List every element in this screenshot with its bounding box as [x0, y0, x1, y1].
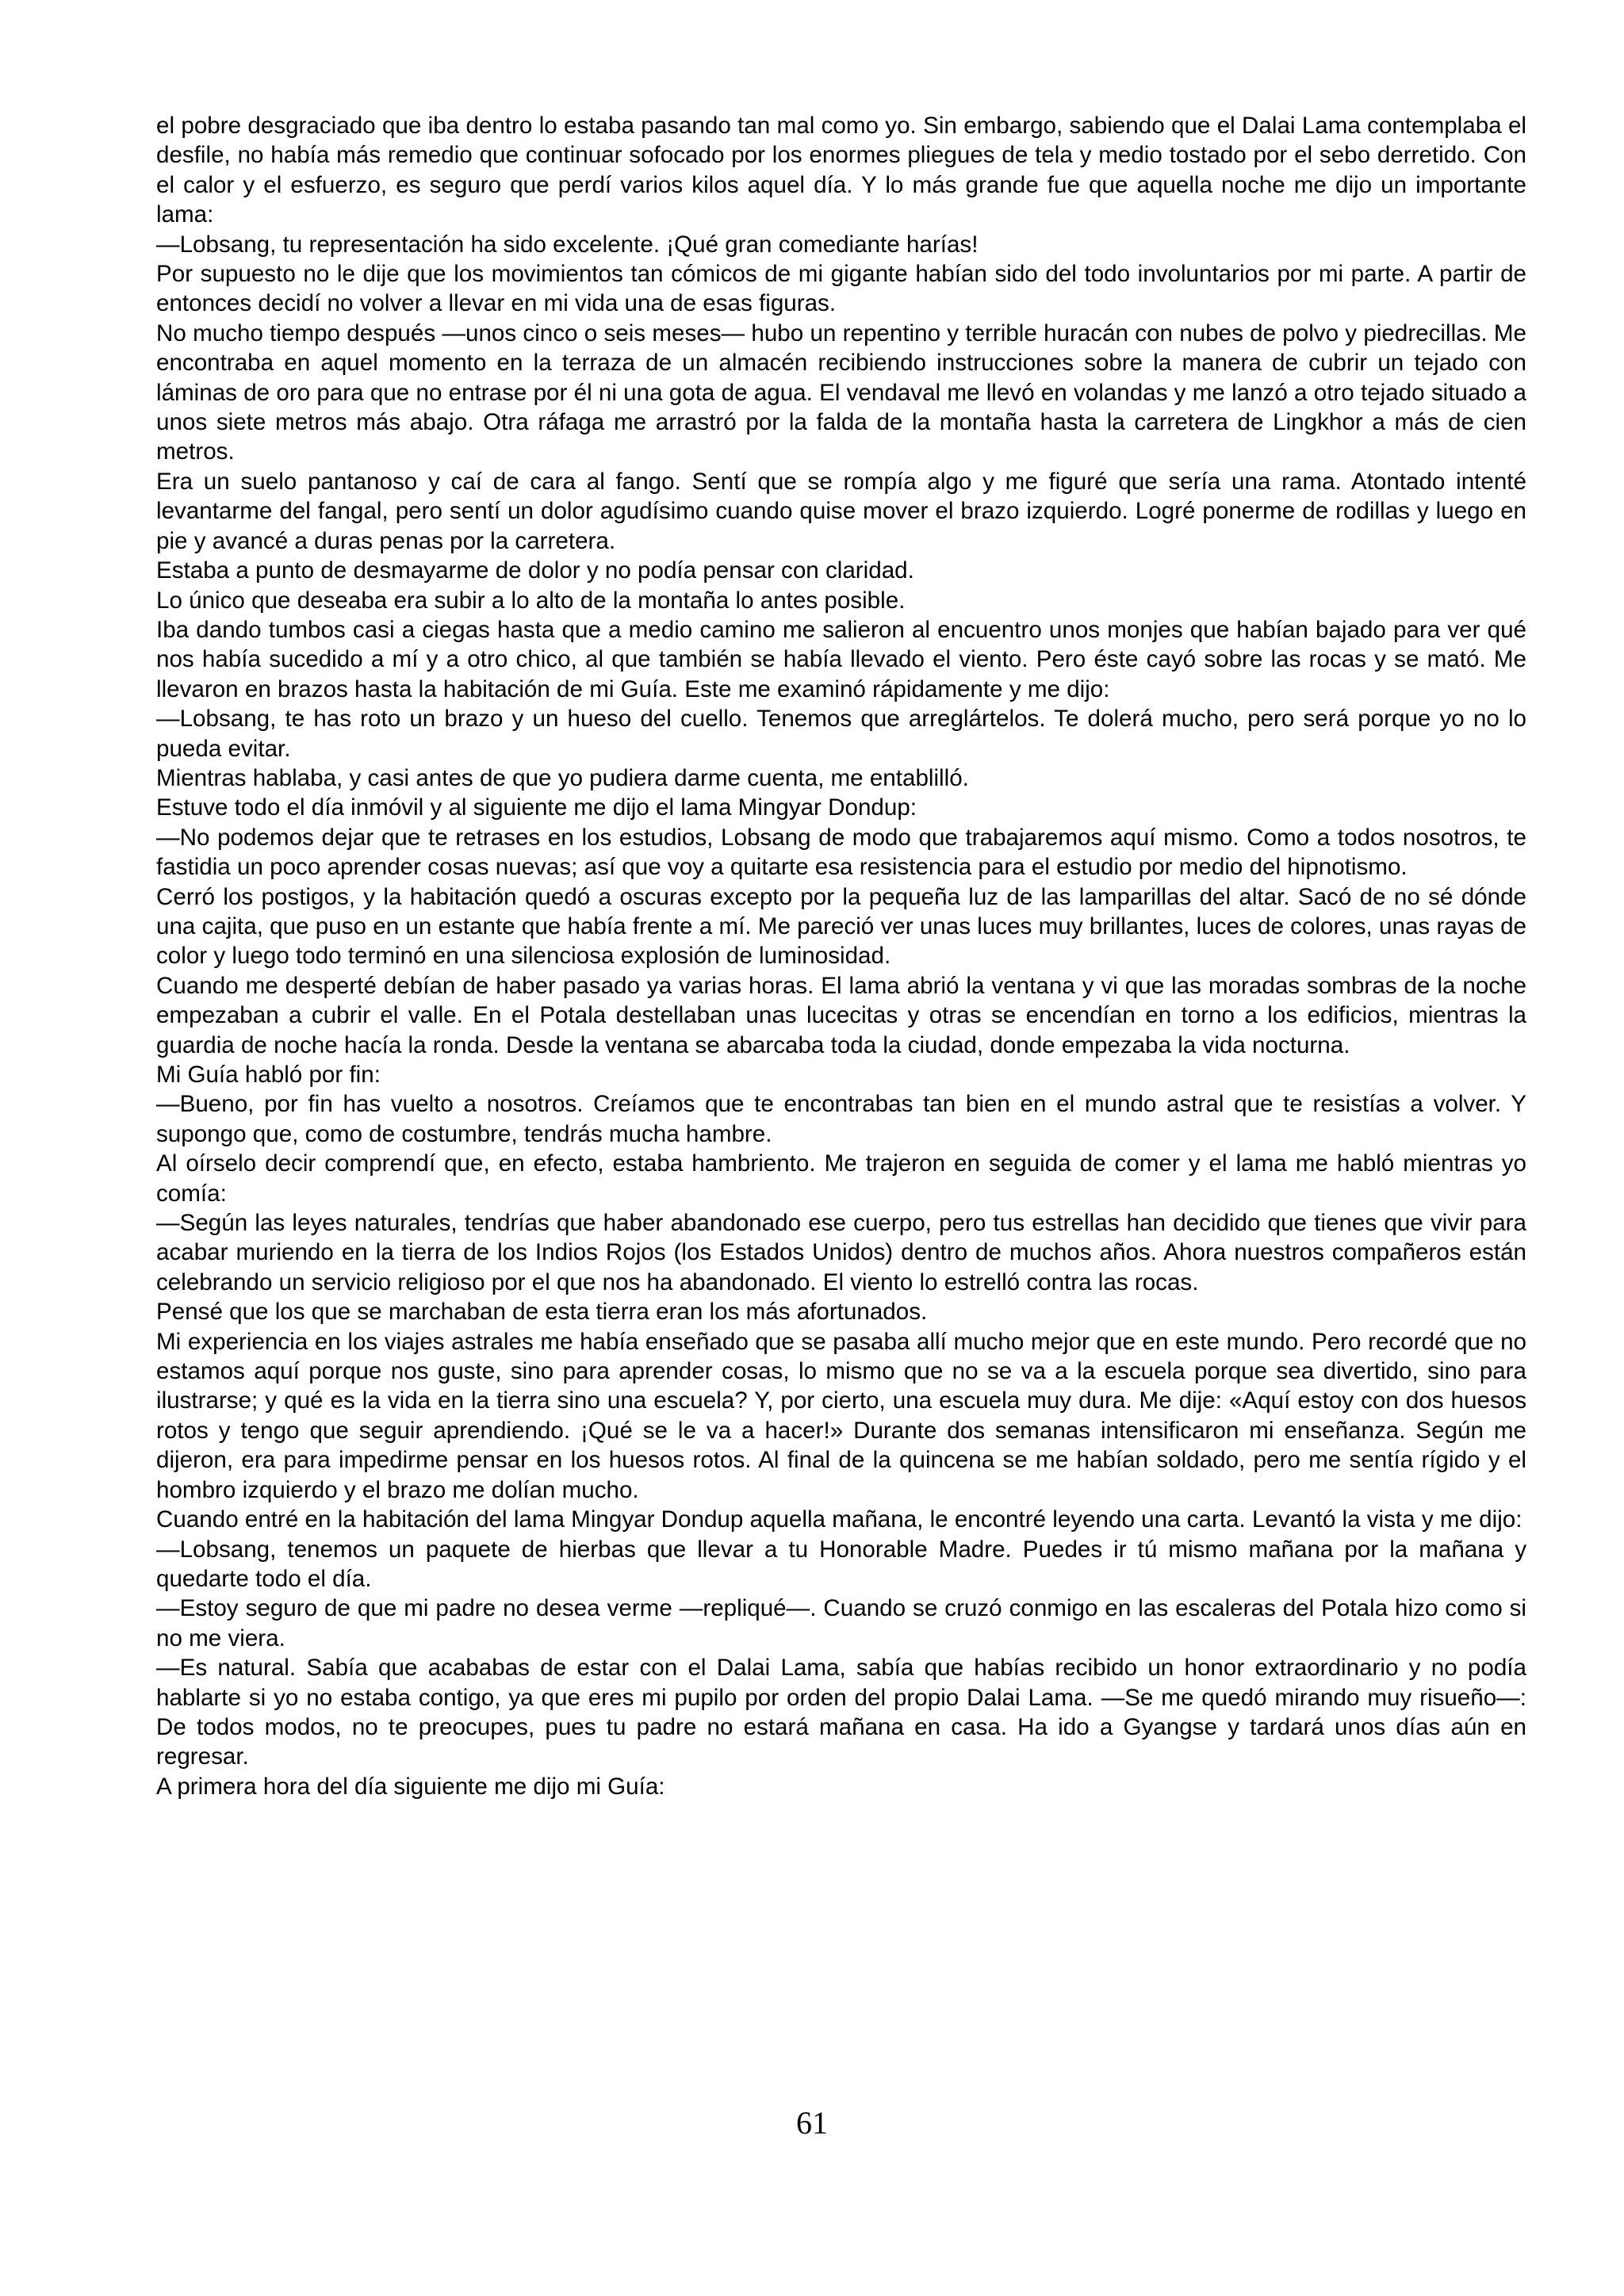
- paragraph: Iba dando tumbos casi a ciegas hasta que a medio camino me salieron al encuentro unos monjes que habían bajado para ver qué nos había sucedido a mí y a otro chico, al que también se había llevado el viento. Pero éste cayó sobre las rocas y se mató. Me llevaron en brazos hasta la habitación de mi Guía. Este me examinó rápidamente y me dijo:: [156, 616, 1526, 702]
- paragraph: —Estoy seguro de que mi padre no desea verme —repliqué—. Cuando se cruzó conmigo en las escaleras del Potala hizo como si no me viera.: [156, 1595, 1526, 1651]
- paragraph: Lo único que deseaba era subir a lo alto de la montaña lo antes posible.: [156, 587, 906, 614]
- paragraph: —Lobsang, tenemos un paquete de hierbas que llevar a tu Honorable Madre. Puedes ir tú mismo mañana por la mañana y quedarte todo el día.: [156, 1536, 1526, 1592]
- paragraph: —Según las leyes naturales, tendrías que haber abandonado ese cuerpo, pero tus estrellas han decidido que tienes que vivir para acabar muriendo en la tierra de los Indios Rojos (los Estados Unidos) dentro de muchos años. Ahora nuestros compañeros están celebrando un servicio religioso por el que nos ha abandonado. El viento lo estrelló contra las rocas.: [156, 1210, 1526, 1295]
- paragraph: No mucho tiempo después —unos cinco o seis meses— hubo un repentino y terrible huracán con nubes de polvo y piedrecillas. Me encontraba en aquel momento en la terraza de un almacén recibiendo instrucciones sobre la manera de cubrir un tejado con láminas de oro para que no entrase por él ni una gota de agua. El vendaval me llevó en volandas y me lanzó a otro tejado situado a unos siete metros más abajo. Otra ráfaga me arrastró por la falda de la montaña hasta la carretera de Lingkhor a más de cien metros.: [156, 320, 1526, 465]
- paragraph: Al oírselo decir comprendí que, en efecto, estaba hambriento. Me trajeron en seguida de comer y el lama me habló mientras yo comía:: [156, 1150, 1526, 1207]
- paragraph: —Lobsang, tu representación ha sido excelente. ¡Qué gran comediante harías!: [156, 231, 979, 258]
- paragraph: Cuando entré en la habitación del lama Mingyar Dondup aquella mañana, le encontré leyendo una carta. Levantó la vista y me dijo:: [156, 1506, 1522, 1533]
- paragraph: Mi Guía habló por fin:: [156, 1062, 381, 1088]
- paragraph: Pensé que los que se marchaban de esta tierra eran los más afortunados.: [156, 1299, 928, 1326]
- page-number: 61: [796, 2105, 828, 2141]
- paragraph: —Lobsang, te has roto un brazo y un hueso del cuello. Tenemos que arreglártelos. Te dolerá mucho, pero será porque yo no lo pueda evitar.: [156, 706, 1526, 762]
- paragraph: Cuando me desperté debían de haber pasado ya varias horas. El lama abrió la ventana y vi que las moradas sombras de la noche empezaban a cubrir el valle. En el Potala destellaban unas lucecitas y otras se encendían en torno a los edificios, mientras la guardia de noche hacía la ronda. Desde la ventana se abarcaba toda la ciudad, donde empezaba la vida nocturna.: [156, 972, 1526, 1058]
- paragraph: —Bueno, por fin has vuelto a nosotros. Creíamos que te encontrabas tan bien en el mundo astral que te resistías a volver. Y supongo que, como de costumbre, tendrás mucha hambre.: [156, 1091, 1526, 1147]
- paragraph: Mientras hablaba, y casi antes de que yo pudiera darme cuenta, me entablilló.: [156, 764, 969, 791]
- paragraph: el pobre desgraciado que iba dentro lo estaba pasando tan mal como yo. Sin embargo, sabiendo que el Dalai Lama contemplaba el desfile, no había más remedio que continuar sofocado por los enormes pliegues de tela y medio tostado por el sebo derretido. Con el calor y el esfuerzo, es seguro que perdí varios kilos aquel día. Y lo más grande fue que aquella noche me dijo un importante lama:: [156, 113, 1526, 228]
- paragraph: A primera hora del día siguiente me dijo mi Guía:: [156, 1773, 665, 1800]
- paragraph: Cerró los postigos, y la habitación quedó a oscuras excepto por la pequeña luz de las lamparillas del altar. Sacó de no sé dónde una cajita, que puso en un estante que había frente a mí. Me pareció ver unas luces muy brillantes, luces de colores, unas rayas de color y luego todo terminó en una silenciosa explosión de luminosidad.: [156, 883, 1526, 970]
- paragraph: Era un suelo pantanoso y caí de cara al fango. Sentí que se rompía algo y me figuré que sería una rama. Atontado intenté levantarme del fangal, pero sentí un dolor agudísimo cuando quise mover el brazo izquierdo. Logré ponerme de rodillas y luego en pie y avancé a duras penas por la carretera.: [156, 468, 1526, 554]
- paragraph: Estaba a punto de desmayarme de dolor y no podía pensar con claridad.: [156, 557, 914, 584]
- paragraph: Por supuesto no le dije que los movimientos tan cómicos de mi gigante habían sido del todo involuntarios por mi parte. A partir de entonces decidí no volver a llevar en mi vida una de esas figuras.: [156, 261, 1526, 317]
- paragraph: —No podemos dejar que te retrases en los estudios, Lobsang de modo que trabajaremos aquí mismo. Como a todos nosotros, te fastidia un poco aprender cosas nuevas; así que voy a quitarte esa resistencia para el estudio por medio del hipnotismo.: [156, 824, 1526, 881]
- paragraph: Mi experiencia en los viajes astrales me había enseñado que se pasaba allí mucho mejor que en este mundo. Pero recordé que no estamos aquí porque nos guste, sino para aprender cosas, lo mismo que no se va a la escuela porque sea divertido, sino para ilustrarse; y qué es la vida en la tierra sino una escuela? Y, por cierto, una escuela muy dura. Me dije: «Aquí estoy con dos huesos rotos y tengo que seguir aprendiendo. ¡Qué se le va a hacer!» Durante dos semanas intensificaron mi enseñanza. Según me dijeron, era para impedirme pensar en los huesos rotos. Al final de la quincena se me habían soldado, pero me sentía rígido y el hombro izquierdo y el brazo me dolían mucho.: [156, 1328, 1526, 1503]
- paragraph: —Es natural. Sabía que acababas de estar con el Dalai Lama, sabía que habías recibido un honor extraordinario y no podía hablarte si yo no estaba contigo, ya que eres mi pupilo por orden del propio Dalai Lama. —Se me quedó mirando muy risueño—: De todos modos, no te preocupes, pues tu padre no estará mañana en casa. Ha ido a Gyangse y tardará unos días aún en regresar.: [156, 1655, 1526, 1770]
- paragraph: Estuve todo el día inmóvil y al siguiente me dijo el lama Mingyar Dondup:: [156, 794, 917, 821]
- page-body: [156, 111, 1526, 1801]
